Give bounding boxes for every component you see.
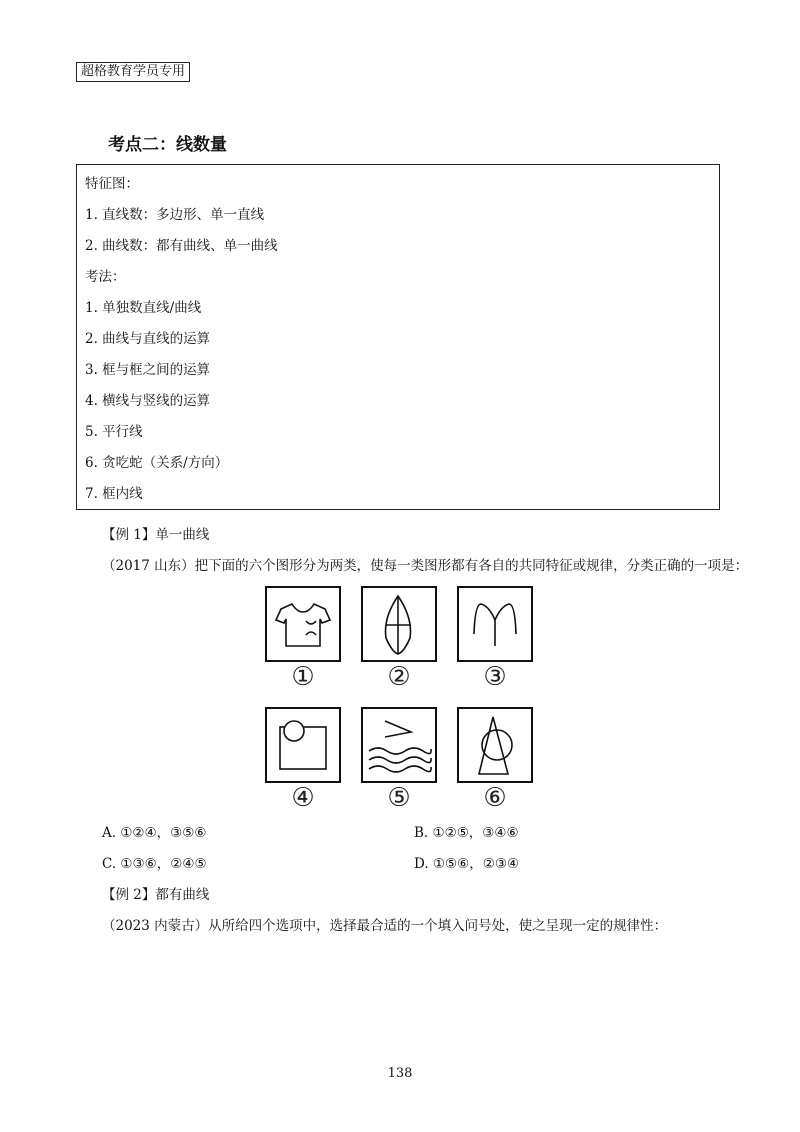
info-line: 1. 单独数直线/曲线	[85, 300, 202, 316]
info-line: 5. 平行线	[85, 424, 143, 440]
figure-label: ①	[291, 662, 315, 692]
figure-label: ④	[291, 783, 315, 813]
fork-icon	[457, 586, 533, 662]
info-line: 7. 框内线	[85, 486, 143, 502]
info-line: 考法：	[85, 269, 126, 285]
example1-question: （2017 山东）把下面的六个图形分为两类，使每一类图形都有各自的共同特征或规律，分类正确的一项是：	[102, 558, 749, 574]
info-line: 4. 横线与竖线的运算	[85, 393, 211, 409]
t-shirt-icon	[265, 586, 341, 662]
figure-label: ②	[387, 662, 411, 692]
option-d[interactable]: D. ①⑤⑥，②③④	[414, 856, 520, 872]
figure-label: ⑤	[387, 783, 411, 813]
info-line: 6. 贪吃蛇（关系/方向）	[85, 455, 229, 471]
option-c[interactable]: C. ①③⑥，②④⑤	[102, 856, 207, 872]
header-tag: 超格教育学员专用	[76, 62, 190, 82]
info-box	[76, 164, 720, 510]
option-b[interactable]: B. ①②⑤，③④⑥	[414, 825, 519, 841]
info-line: 2. 曲线与直线的运算	[85, 331, 211, 347]
waves-icon	[361, 707, 437, 783]
example2-heading: 【例 2】都有曲线	[102, 887, 210, 903]
info-line: 1. 直线数：多边形、单一直线	[85, 207, 265, 223]
example2-question: （2023 内蒙古）从所给四个选项中，选择最合适的一个填入问号处，使之呈现一定的规律性：	[102, 918, 668, 934]
figure-label: ③	[483, 662, 507, 692]
info-line: 3. 框与框之间的运算	[85, 362, 211, 378]
info-line: 2. 曲线数：都有曲线、单一曲线	[85, 238, 278, 254]
leaf-icon	[361, 586, 437, 662]
section-title: 考点二：线数量	[108, 135, 227, 155]
example1-heading: 【例 1】单一曲线	[102, 527, 210, 543]
circle-square-icon	[265, 707, 341, 783]
figure-label: ⑥	[483, 783, 507, 813]
option-a[interactable]: A. ①②④，③⑤⑥	[102, 825, 207, 841]
page-number: 138	[387, 1066, 413, 1081]
triangle-circle-icon	[457, 707, 533, 783]
info-line: 特征图：	[85, 176, 139, 192]
